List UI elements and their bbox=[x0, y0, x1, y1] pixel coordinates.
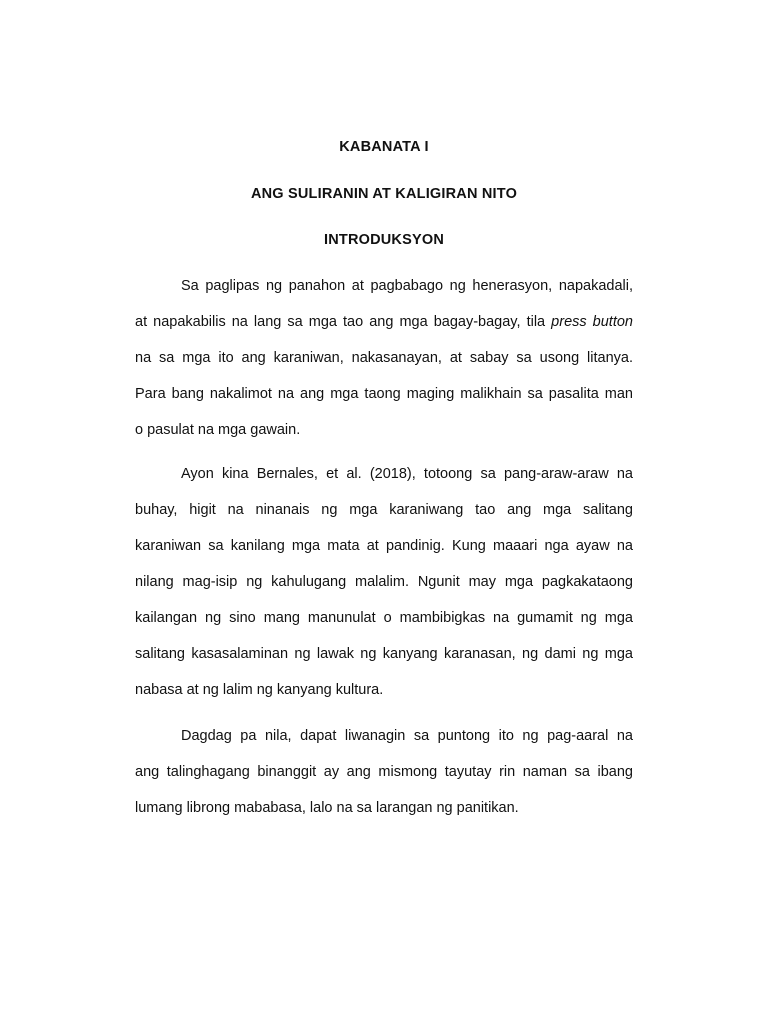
paragraph-line: karaniwan sa kanilang mga mata at pandinig. Kung maaari nga ayaw na bbox=[135, 538, 633, 554]
emphasis-text: press button bbox=[551, 314, 633, 330]
paragraph-line: nilang mag-isip ng kahulugang malalim. Ngunit may mga pagkakataong bbox=[135, 574, 633, 590]
paragraph-line: Dagdag pa nila, dapat liwanagin sa puntong ito ng pag-aaral na bbox=[181, 728, 633, 744]
paragraph-line: o pasulat na mga gawain. bbox=[135, 422, 301, 438]
paragraph-line: Sa paglipas ng panahon at pagbabago ng henerasyon, napakadali, bbox=[181, 278, 633, 294]
chapter-heading: KABANATA I bbox=[339, 139, 429, 155]
paragraph-3 bbox=[135, 718, 633, 826]
paragraph-line: na sa mga ito ang karaniwan, nakasanayan, at sabay sa usong litanya. bbox=[135, 350, 633, 366]
paragraph-line bbox=[135, 304, 633, 340]
paragraph-line: buhay, higit na ninanais ng mga karaniwang tao ang mga salitang bbox=[135, 502, 633, 518]
paragraph-line: nabasa at ng lalim ng kanyang kultura. bbox=[135, 682, 384, 698]
paragraph-line: ang talinghagang binanggit ay ang mismong tayutay rin naman sa ibang bbox=[135, 764, 633, 780]
paragraph-1 bbox=[135, 268, 633, 448]
chapter-title: ANG SULIRANIN AT KALIGIRAN NITO bbox=[250, 186, 518, 202]
paragraph-line: Para bang nakalimot na ang mga taong maging malikhain sa pasalita man bbox=[135, 386, 633, 402]
paragraph-line: salitang kasasalaminan ng lawak ng kanyang karanasan, ng dami ng mga bbox=[135, 646, 633, 662]
section-heading: INTRODUKSYON bbox=[323, 232, 444, 248]
line-text: at napakabilis na lang sa mga tao ang mga bagay-bagay, tila bbox=[135, 314, 546, 330]
paragraph-line: lumang librong mababasa, lalo na sa larangan ng panitikan. bbox=[135, 800, 519, 816]
paragraph-line: kailangan ng sino mang manunulat o mambibigkas na gumamit ng mga bbox=[135, 610, 633, 626]
paragraph-line: Ayon kina Bernales, et al. (2018), totoong sa pang-araw-araw na bbox=[181, 466, 633, 482]
paragraph-2 bbox=[135, 456, 633, 708]
